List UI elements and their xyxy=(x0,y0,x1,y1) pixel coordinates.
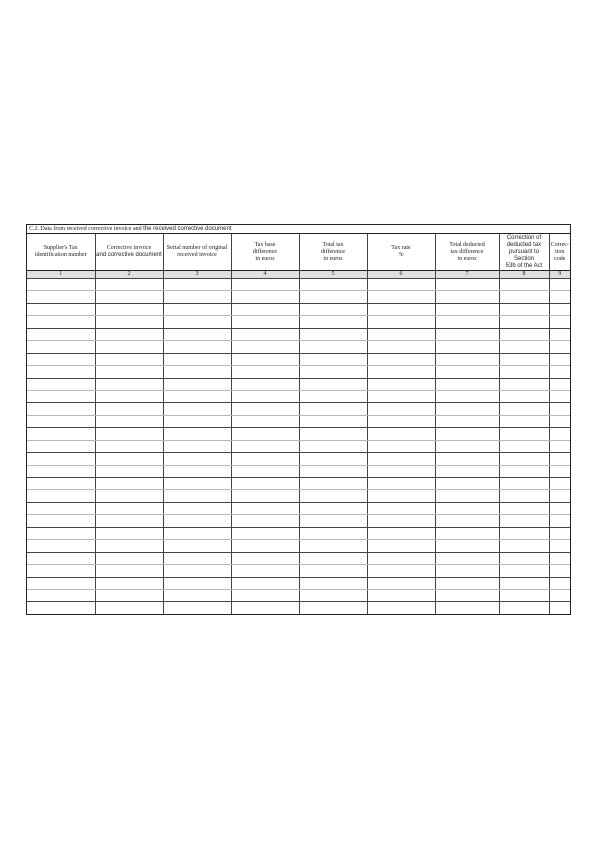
table-cell[interactable] xyxy=(231,428,299,440)
table-cell[interactable] xyxy=(231,378,299,390)
table-cell[interactable] xyxy=(27,279,95,291)
table-cell[interactable] xyxy=(549,552,570,564)
column-number: 1 xyxy=(27,271,95,279)
table-cell[interactable] xyxy=(163,366,231,378)
table-cell[interactable] xyxy=(163,328,231,340)
table-cell[interactable] xyxy=(27,403,95,415)
table-cell[interactable] xyxy=(499,378,549,390)
table-cell[interactable] xyxy=(163,279,231,291)
table-cell[interactable] xyxy=(299,602,367,614)
table-cell[interactable] xyxy=(231,478,299,490)
table-cell[interactable] xyxy=(367,328,435,340)
table-cell[interactable] xyxy=(435,577,499,589)
table-cell[interactable] xyxy=(163,440,231,452)
table-row xyxy=(27,316,570,328)
table-cell[interactable] xyxy=(499,577,549,589)
table-cell[interactable] xyxy=(549,577,570,589)
table-cell[interactable] xyxy=(27,415,95,427)
table-row xyxy=(27,303,570,315)
table-cell[interactable] xyxy=(163,341,231,353)
table-cell[interactable] xyxy=(231,490,299,502)
table-cell[interactable] xyxy=(95,589,163,601)
table-cell[interactable] xyxy=(435,515,499,527)
table-cell[interactable] xyxy=(367,378,435,390)
table-row xyxy=(27,366,570,378)
table-cell[interactable] xyxy=(499,540,549,552)
table-cell[interactable] xyxy=(95,602,163,614)
table-cell[interactable] xyxy=(549,341,570,353)
table-cell[interactable] xyxy=(163,390,231,402)
table-cell[interactable] xyxy=(367,540,435,552)
table-row xyxy=(27,415,570,427)
table-cell[interactable] xyxy=(95,403,163,415)
table-cell[interactable] xyxy=(27,390,95,402)
table-cell[interactable] xyxy=(499,403,549,415)
table-cell[interactable] xyxy=(95,577,163,589)
table-cell[interactable] xyxy=(549,527,570,539)
table-cell[interactable] xyxy=(299,565,367,577)
table-cell[interactable] xyxy=(163,552,231,564)
table-cell[interactable] xyxy=(95,527,163,539)
table-cell[interactable] xyxy=(163,502,231,514)
table-cell[interactable] xyxy=(367,453,435,465)
table-cell[interactable] xyxy=(499,328,549,340)
table-cell[interactable] xyxy=(27,303,95,315)
table-cell[interactable] xyxy=(549,515,570,527)
table-cell[interactable] xyxy=(27,552,95,564)
table-cell[interactable] xyxy=(231,440,299,452)
table-cell[interactable] xyxy=(549,440,570,452)
table-cell[interactable] xyxy=(163,589,231,601)
table-cell[interactable] xyxy=(435,589,499,601)
column-number: 9 xyxy=(549,271,570,279)
table-cell[interactable] xyxy=(435,316,499,328)
table-cell[interactable] xyxy=(299,378,367,390)
table-row xyxy=(27,353,570,365)
table-cell[interactable] xyxy=(435,502,499,514)
table-cell[interactable] xyxy=(27,527,95,539)
table-cell[interactable] xyxy=(231,328,299,340)
table-cell[interactable] xyxy=(163,490,231,502)
table-cell[interactable] xyxy=(27,353,95,365)
table-cell[interactable] xyxy=(299,577,367,589)
table-cell[interactable] xyxy=(367,577,435,589)
table-cell[interactable] xyxy=(499,589,549,601)
table-cell[interactable] xyxy=(95,303,163,315)
section-title xyxy=(27,225,570,234)
table-cell[interactable] xyxy=(163,577,231,589)
table-cell[interactable] xyxy=(163,353,231,365)
table-row xyxy=(27,279,570,291)
table-cell[interactable] xyxy=(95,428,163,440)
table-cell[interactable] xyxy=(231,540,299,552)
table-cell[interactable] xyxy=(231,291,299,303)
table-cell[interactable] xyxy=(27,589,95,601)
table-cell[interactable] xyxy=(299,366,367,378)
table-cell[interactable] xyxy=(549,291,570,303)
table-cell[interactable] xyxy=(499,341,549,353)
table-cell[interactable] xyxy=(499,515,549,527)
table-cell[interactable] xyxy=(499,552,549,564)
table-cell[interactable] xyxy=(27,502,95,514)
data-rows xyxy=(27,279,570,614)
table-cell[interactable] xyxy=(95,540,163,552)
header-tax-rate: Tax rate % xyxy=(367,234,435,271)
table-row xyxy=(27,378,570,390)
table-cell[interactable] xyxy=(367,552,435,564)
table-cell[interactable] xyxy=(435,353,499,365)
header-corrective-invoice-line1: Corrective invoice xyxy=(106,245,152,251)
header-supplier-tax-id: Supplier's Tax identification number xyxy=(27,234,95,271)
corrective-invoice-form xyxy=(26,224,571,615)
table-cell[interactable] xyxy=(299,353,367,365)
table-cell[interactable] xyxy=(549,602,570,614)
table-cell[interactable] xyxy=(95,515,163,527)
table-cell[interactable] xyxy=(499,279,549,291)
table-cell[interactable] xyxy=(549,565,570,577)
table-cell[interactable] xyxy=(163,403,231,415)
table-cell[interactable] xyxy=(435,328,499,340)
table-cell[interactable] xyxy=(95,316,163,328)
table-cell[interactable] xyxy=(499,602,549,614)
table-cell[interactable] xyxy=(163,540,231,552)
table-cell[interactable] xyxy=(299,390,367,402)
table-cell[interactable] xyxy=(95,378,163,390)
table-cell[interactable] xyxy=(367,341,435,353)
table-cell[interactable] xyxy=(27,465,95,477)
table-row xyxy=(27,552,570,564)
table-cell[interactable] xyxy=(27,478,95,490)
table-cell[interactable] xyxy=(549,502,570,514)
table-cell[interactable] xyxy=(231,390,299,402)
table-cell[interactable] xyxy=(299,453,367,465)
table-cell[interactable] xyxy=(367,465,435,477)
table-row xyxy=(27,565,570,577)
table-row xyxy=(27,527,570,539)
header-correction-code: Correc- tion code xyxy=(549,234,570,271)
table-cell[interactable] xyxy=(299,328,367,340)
table-cell[interactable] xyxy=(367,390,435,402)
table-cell[interactable] xyxy=(299,291,367,303)
table-cell[interactable] xyxy=(549,403,570,415)
table-row xyxy=(27,577,570,589)
table-cell[interactable] xyxy=(163,415,231,427)
table-cell[interactable] xyxy=(27,291,95,303)
table-cell[interactable] xyxy=(231,565,299,577)
table-cell[interactable] xyxy=(95,328,163,340)
column-number: 7 xyxy=(435,271,499,279)
table-cell[interactable] xyxy=(549,353,570,365)
table-cell[interactable] xyxy=(435,428,499,440)
table-cell[interactable] xyxy=(499,303,549,315)
table-cell[interactable] xyxy=(435,390,499,402)
table-cell[interactable] xyxy=(299,341,367,353)
table-cell[interactable] xyxy=(27,366,95,378)
header-total-tax-difference: Total tax difference in euros xyxy=(299,234,367,271)
section-title-part1: C.2. Data from received corrective invoice and xyxy=(29,226,142,232)
table-row xyxy=(27,440,570,452)
table-cell[interactable] xyxy=(499,527,549,539)
table-cell[interactable] xyxy=(499,291,549,303)
table-cell[interactable] xyxy=(27,565,95,577)
table-cell[interactable] xyxy=(231,552,299,564)
table-cell[interactable] xyxy=(95,502,163,514)
table-cell[interactable] xyxy=(163,428,231,440)
table-cell[interactable] xyxy=(163,378,231,390)
table-cell[interactable] xyxy=(299,279,367,291)
table-cell[interactable] xyxy=(27,602,95,614)
table-cell[interactable] xyxy=(499,428,549,440)
table-cell[interactable] xyxy=(435,490,499,502)
table-cell[interactable] xyxy=(231,465,299,477)
table-cell[interactable] xyxy=(499,353,549,365)
table-row xyxy=(27,390,570,402)
table-cell[interactable] xyxy=(549,316,570,328)
column-number: 2 xyxy=(95,271,163,279)
table-cell[interactable] xyxy=(499,490,549,502)
table-cell[interactable] xyxy=(163,565,231,577)
table-row xyxy=(27,341,570,353)
table-cell[interactable] xyxy=(367,403,435,415)
table-cell[interactable] xyxy=(549,540,570,552)
table-cell[interactable] xyxy=(435,378,499,390)
table-cell[interactable] xyxy=(435,341,499,353)
table-cell[interactable] xyxy=(299,502,367,514)
table-cell[interactable] xyxy=(95,353,163,365)
table-cell[interactable] xyxy=(231,502,299,514)
table-cell[interactable] xyxy=(299,465,367,477)
table-cell[interactable] xyxy=(367,316,435,328)
table-row xyxy=(27,403,570,415)
table-row xyxy=(27,540,570,552)
table-cell[interactable] xyxy=(367,527,435,539)
table-cell[interactable] xyxy=(95,453,163,465)
table-cell[interactable] xyxy=(549,415,570,427)
table-cell[interactable] xyxy=(367,490,435,502)
table-cell[interactable] xyxy=(95,490,163,502)
table-row xyxy=(27,465,570,477)
table-cell[interactable] xyxy=(163,515,231,527)
table-cell[interactable] xyxy=(95,415,163,427)
table-cell[interactable] xyxy=(231,527,299,539)
header-corrective-invoice xyxy=(95,234,163,271)
table-cell[interactable] xyxy=(231,316,299,328)
table-row xyxy=(27,515,570,527)
table-cell[interactable] xyxy=(549,378,570,390)
table-cell[interactable] xyxy=(231,366,299,378)
table-cell[interactable] xyxy=(231,453,299,465)
table-cell[interactable] xyxy=(231,403,299,415)
table-cell[interactable] xyxy=(549,303,570,315)
table-cell[interactable] xyxy=(435,478,499,490)
table-cell[interactable] xyxy=(27,428,95,440)
table-cell[interactable] xyxy=(231,341,299,353)
table-cell[interactable] xyxy=(549,490,570,502)
column-number: 4 xyxy=(231,271,299,279)
header-tax-base-difference: Tax base difference in euros xyxy=(231,234,299,271)
table-cell[interactable] xyxy=(299,540,367,552)
table-cell[interactable] xyxy=(231,515,299,527)
table-cell[interactable] xyxy=(499,565,549,577)
table-cell[interactable] xyxy=(367,353,435,365)
table-cell[interactable] xyxy=(299,415,367,427)
table-cell[interactable] xyxy=(549,465,570,477)
table-cell[interactable] xyxy=(435,465,499,477)
table-cell[interactable] xyxy=(299,428,367,440)
table-cell[interactable] xyxy=(163,303,231,315)
table-cell[interactable] xyxy=(95,366,163,378)
table-cell[interactable] xyxy=(367,303,435,315)
table-cell[interactable] xyxy=(435,453,499,465)
table-row xyxy=(27,490,570,502)
table-cell[interactable] xyxy=(299,316,367,328)
table-cell[interactable] xyxy=(499,465,549,477)
table-row xyxy=(27,478,570,490)
table-cell[interactable] xyxy=(163,527,231,539)
column-number: 8 xyxy=(499,271,549,279)
table-cell[interactable] xyxy=(367,589,435,601)
table-cell[interactable] xyxy=(549,279,570,291)
table-cell[interactable] xyxy=(435,565,499,577)
table-cell[interactable] xyxy=(163,291,231,303)
table-cell[interactable] xyxy=(549,390,570,402)
table-cell[interactable] xyxy=(367,279,435,291)
table-cell[interactable] xyxy=(27,577,95,589)
table-cell[interactable] xyxy=(435,291,499,303)
table-cell[interactable] xyxy=(299,552,367,564)
table-cell[interactable] xyxy=(163,478,231,490)
column-number: 3 xyxy=(163,271,231,279)
header-corrective-invoice-line2: and corrective document xyxy=(96,252,162,258)
table-row xyxy=(27,589,570,601)
table-cell[interactable] xyxy=(231,303,299,315)
table-cell[interactable] xyxy=(499,502,549,514)
table-cell[interactable] xyxy=(549,453,570,465)
table-cell[interactable] xyxy=(435,279,499,291)
table-cell[interactable] xyxy=(499,366,549,378)
table-cell[interactable] xyxy=(435,366,499,378)
table-cell[interactable] xyxy=(27,328,95,340)
table-cell[interactable] xyxy=(435,403,499,415)
table-cell[interactable] xyxy=(367,291,435,303)
table-cell[interactable] xyxy=(499,316,549,328)
table-cell[interactable] xyxy=(299,515,367,527)
table-cell[interactable] xyxy=(95,279,163,291)
table-cell[interactable] xyxy=(299,490,367,502)
table-cell[interactable] xyxy=(299,303,367,315)
table-cell[interactable] xyxy=(27,341,95,353)
table-cell[interactable] xyxy=(367,366,435,378)
table-cell[interactable] xyxy=(231,353,299,365)
table-cell[interactable] xyxy=(27,440,95,452)
table-cell[interactable] xyxy=(299,478,367,490)
corrective-invoice-table xyxy=(27,234,570,614)
table-cell[interactable] xyxy=(163,602,231,614)
table-cell[interactable] xyxy=(549,478,570,490)
table-row xyxy=(27,328,570,340)
table-cell[interactable] xyxy=(499,390,549,402)
table-cell[interactable] xyxy=(299,403,367,415)
table-cell[interactable] xyxy=(27,515,95,527)
table-cell[interactable] xyxy=(367,565,435,577)
table-cell[interactable] xyxy=(95,440,163,452)
table-cell[interactable] xyxy=(367,515,435,527)
table-cell[interactable] xyxy=(367,602,435,614)
table-cell[interactable] xyxy=(95,478,163,490)
table-cell[interactable] xyxy=(367,440,435,452)
header-original-invoice-serial: Serial number of original received invoice xyxy=(163,234,231,271)
section-title-part2: the received corrective document xyxy=(143,226,232,232)
table-cell[interactable] xyxy=(499,453,549,465)
table-cell[interactable] xyxy=(549,366,570,378)
header-row xyxy=(27,234,570,271)
column-number-row xyxy=(27,271,570,279)
table-cell[interactable] xyxy=(231,279,299,291)
table-cell[interactable] xyxy=(231,602,299,614)
table-cell[interactable] xyxy=(549,589,570,601)
table-cell[interactable] xyxy=(231,577,299,589)
table-cell[interactable] xyxy=(499,415,549,427)
table-cell[interactable] xyxy=(95,565,163,577)
table-cell[interactable] xyxy=(231,415,299,427)
table-cell[interactable] xyxy=(367,415,435,427)
table-cell[interactable] xyxy=(231,589,299,601)
table-cell[interactable] xyxy=(299,589,367,601)
table-cell[interactable] xyxy=(499,478,549,490)
table-cell[interactable] xyxy=(299,440,367,452)
header-total-deducted-tax-difference: Total deducted tax difference in euros xyxy=(435,234,499,271)
column-number: 5 xyxy=(299,271,367,279)
table-cell[interactable] xyxy=(95,552,163,564)
table-cell[interactable] xyxy=(27,316,95,328)
table-cell[interactable] xyxy=(95,390,163,402)
table-cell[interactable] xyxy=(95,341,163,353)
table-cell[interactable] xyxy=(435,415,499,427)
table-cell[interactable] xyxy=(549,328,570,340)
table-cell[interactable] xyxy=(27,453,95,465)
table-cell[interactable] xyxy=(435,602,499,614)
table-row xyxy=(27,453,570,465)
table-cell[interactable] xyxy=(435,527,499,539)
table-cell[interactable] xyxy=(435,540,499,552)
table-row xyxy=(27,428,570,440)
table-cell[interactable] xyxy=(95,291,163,303)
table-row xyxy=(27,502,570,514)
table-cell[interactable] xyxy=(27,378,95,390)
table-cell[interactable] xyxy=(549,428,570,440)
table-row xyxy=(27,602,570,614)
table-cell[interactable] xyxy=(95,465,163,477)
header-correction-section-53b: Correction of deducted tax pursuant to Section 53b of the Act xyxy=(499,234,549,271)
table-cell[interactable] xyxy=(27,540,95,552)
table-cell[interactable] xyxy=(367,502,435,514)
table-row xyxy=(27,291,570,303)
table-cell[interactable] xyxy=(367,478,435,490)
table-cell[interactable] xyxy=(367,428,435,440)
table-cell[interactable] xyxy=(435,303,499,315)
table-cell[interactable] xyxy=(27,490,95,502)
table-cell[interactable] xyxy=(163,316,231,328)
table-cell[interactable] xyxy=(435,552,499,564)
table-cell[interactable] xyxy=(163,453,231,465)
table-cell[interactable] xyxy=(163,465,231,477)
column-number: 6 xyxy=(367,271,435,279)
table-cell[interactable] xyxy=(499,440,549,452)
table-cell[interactable] xyxy=(435,440,499,452)
table-cell[interactable] xyxy=(299,527,367,539)
